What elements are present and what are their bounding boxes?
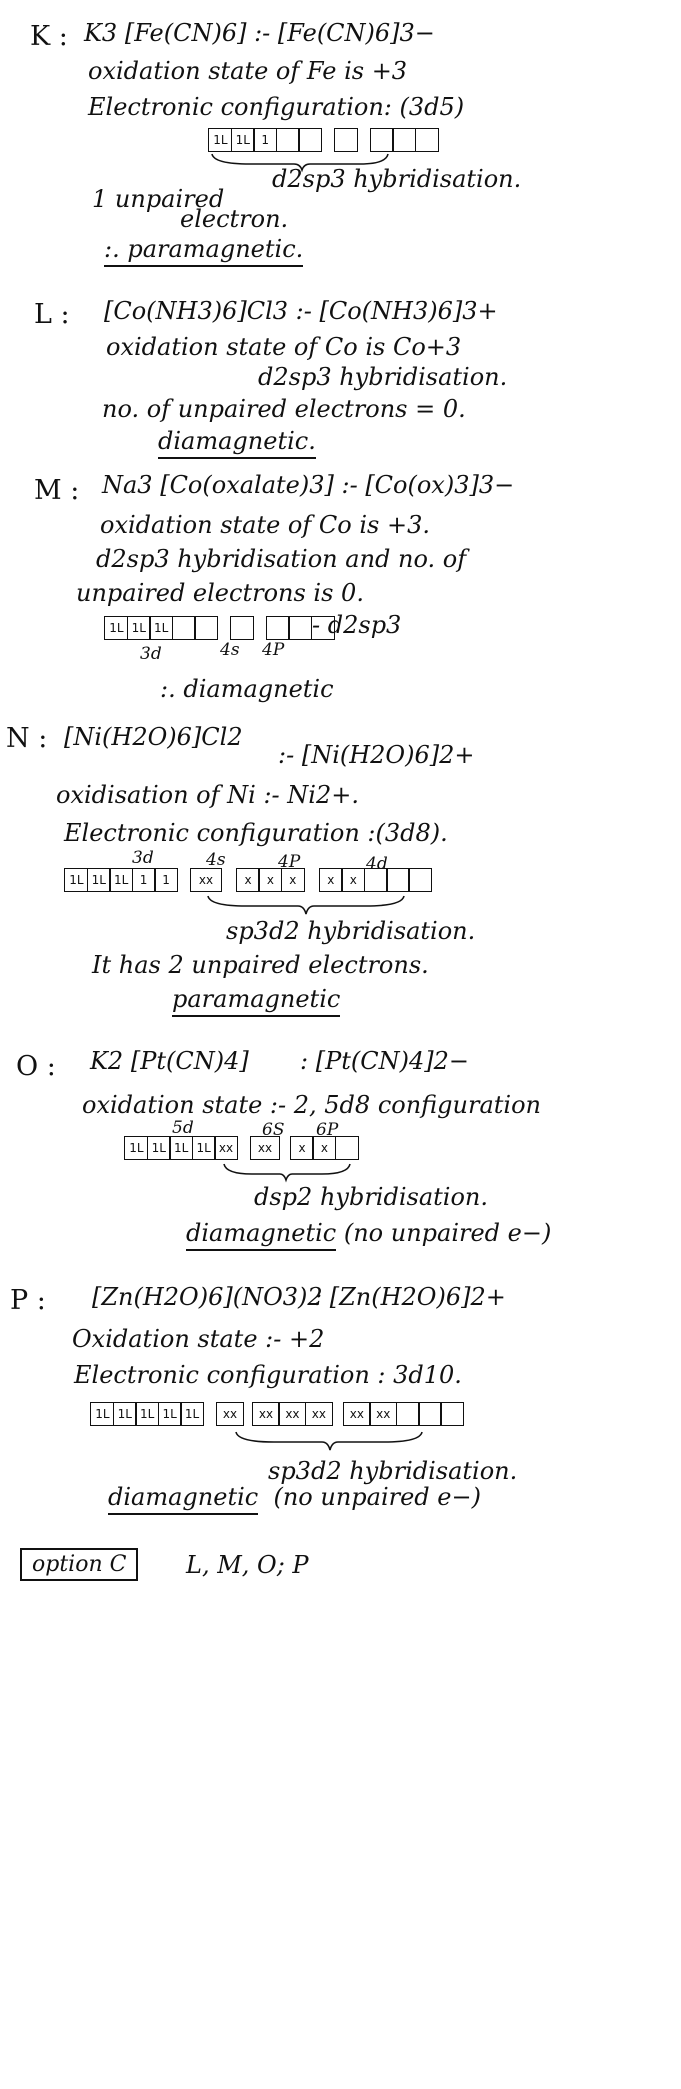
section-l-hybrid: d2sp3 hybridisation. (258, 363, 508, 391)
orbital-box (370, 128, 394, 152)
orbital-box (288, 616, 312, 640)
section-p-config: Electronic configuration : 3d10. (74, 1361, 462, 1389)
section-p-result-line (108, 1484, 481, 1510)
orbital-box (440, 1402, 464, 1426)
orbital-label-4p: 4P (278, 852, 301, 872)
section-k-label: K : (30, 21, 68, 52)
orbital-box: 1L (90, 1402, 114, 1426)
section-k-ox-state: oxidation state of Fe is +3 (88, 57, 408, 85)
orbital-box: 1 (154, 868, 178, 892)
orbital-box: 1L (208, 128, 232, 152)
orbital-box: x (341, 868, 365, 892)
orbital-box: 1 (253, 128, 277, 152)
answer-option-box (20, 1548, 138, 1581)
section-n-config: Electronic configuration :(3d8). (64, 819, 448, 847)
orbital-label-4s: 4s (206, 850, 226, 870)
orbital-box: 1L (127, 616, 151, 640)
orbital-label-3d: 3d (132, 848, 154, 868)
orbital-box (415, 128, 439, 152)
orbital-box (266, 616, 290, 640)
section-k-orbital-boxes (210, 128, 439, 152)
orbital-box: xx (214, 1136, 238, 1160)
section-k-hybrid: d2sp3 hybridisation. (272, 165, 522, 193)
section-o-result-note: (no unpaired e−) (343, 1219, 552, 1247)
orbital-label-3d: 3d (140, 644, 162, 664)
section-l-result: diamagnetic. (158, 428, 316, 454)
section-n-ox-state: oxidisation of Ni :- Ni2+. (56, 781, 359, 809)
orbital-label-4p: 4P (262, 640, 285, 660)
section-m-result: :. diamagnetic (160, 675, 334, 703)
section-n-unpaired: It has 2 unpaired electrons. (92, 951, 429, 979)
orbital-box: x (290, 1136, 314, 1160)
orbital-box: 1L (124, 1136, 148, 1160)
orbital-label-6p: 6P (316, 1120, 339, 1140)
orbital-box: x (258, 868, 282, 892)
orbital-box: 1L (192, 1136, 216, 1160)
section-n-orbital-boxes (66, 868, 432, 892)
section-p-label: P : (10, 1285, 46, 1316)
section-l-label: L : (34, 299, 70, 330)
orbital-box (396, 1402, 420, 1426)
section-k-unpaired: 1 unpaired (92, 185, 225, 213)
section-p-orbital-boxes (92, 1402, 464, 1426)
orbital-label-4d: 4d (366, 854, 388, 874)
orbital-box: 1L (169, 1136, 193, 1160)
orbital-box: xx (250, 1136, 280, 1160)
section-o-ox-state: oxidation state :- 2, 5d8 configuration (82, 1091, 541, 1119)
orbital-box: 1L (113, 1402, 137, 1426)
orbital-label-4s: 4s (220, 640, 240, 660)
answer-letters: L, M, O; P (186, 1551, 309, 1579)
orbital-box: 1L (147, 1136, 171, 1160)
orbital-box (392, 128, 416, 152)
orbital-box (172, 616, 196, 640)
section-l-formula: [Co(NH3)6]Cl3 :- [Co(NH3)6]3+ (104, 297, 498, 325)
orbital-box (276, 128, 300, 152)
orbital-box (230, 616, 254, 640)
orbital-box: x (312, 1136, 336, 1160)
orbital-label-5d: 5d (172, 1118, 194, 1138)
section-p-result: diamagnetic (108, 1483, 258, 1515)
section-n-label: N : (6, 723, 48, 754)
section-o-formula-left: K2 [Pt(CN)4] (90, 1047, 249, 1075)
orbital-box (334, 128, 358, 152)
answer-option: option C (32, 1552, 127, 1577)
orbital-box: 1 (132, 868, 156, 892)
section-p-result-note: (no unpaired e−) (273, 1483, 481, 1511)
section-n-formula-left: [Ni(H2O)6]Cl2 (64, 723, 243, 751)
section-o-hybrid: dsp2 hybridisation. (254, 1183, 488, 1211)
orbital-box: 1L (64, 868, 88, 892)
hybridisation-brace (206, 894, 406, 914)
orbital-box: x (319, 868, 343, 892)
orbital-box: 1L (158, 1402, 182, 1426)
orbital-box: xx (252, 1402, 280, 1426)
section-m-box-tail: - d2sp3 (312, 611, 402, 639)
section-k-config: Electronic configuration: (3d5) (88, 93, 465, 121)
orbital-box: xx (278, 1402, 306, 1426)
orbital-box (364, 868, 388, 892)
section-m-formula: Na3 [Co(oxalate)3] :- [Co(ox)3]3− (102, 471, 515, 499)
orbital-box (298, 128, 322, 152)
section-n-formula-right: :- [Ni(H2O)6]2+ (278, 741, 475, 769)
section-m-label: M : (34, 475, 80, 506)
section-p-formula-right: : [Zn(H2O)6]2+ (314, 1283, 506, 1311)
orbital-box: 1L (180, 1402, 204, 1426)
section-k-formula: K3 [Fe(CN)6] :- [Fe(CN)6]3− (84, 19, 435, 47)
orbital-box: 1L (135, 1402, 159, 1426)
orbital-box: xx (190, 868, 222, 892)
orbital-box: 1L (87, 868, 111, 892)
orbital-box: x (281, 868, 305, 892)
section-o-label: O : (16, 1051, 56, 1082)
section-p-hybrid: sp3d2 hybridisation. (268, 1457, 518, 1485)
orbital-box (335, 1136, 359, 1160)
orbital-box (194, 616, 218, 640)
section-o-formula-right: : [Pt(CN)4]2− (300, 1047, 469, 1075)
section-k-result: :. paramagnetic. (104, 236, 303, 262)
orbital-box: xx (305, 1402, 333, 1426)
orbital-box: 1L (109, 868, 133, 892)
section-n-hybrid: sp3d2 hybridisation. (226, 917, 476, 945)
section-k-unpaired-2: electron. (180, 205, 289, 233)
orbital-box (408, 868, 432, 892)
section-o-orbital-boxes (126, 1136, 359, 1160)
orbital-label-6s: 6S (262, 1120, 285, 1140)
orbital-box: 1L (231, 128, 255, 152)
orbital-box (418, 1402, 442, 1426)
hybridisation-brace (222, 1162, 352, 1180)
orbital-box: 1L (149, 616, 173, 640)
section-o-result: diamagnetic (186, 1219, 336, 1251)
section-m-orbital-boxes (106, 616, 335, 640)
section-m-hybrid-1: d2sp3 hybridisation and no. of (96, 545, 467, 573)
section-m-hybrid-2: unpaired electrons is 0. (76, 579, 364, 607)
section-p-ox-state: Oxidation state :- +2 (72, 1325, 325, 1353)
section-o-result-line (186, 1220, 551, 1246)
orbital-box: 1L (104, 616, 128, 640)
orbital-box (386, 868, 410, 892)
section-l-ox-state: oxidation state of Co is Co+3 (106, 333, 462, 361)
section-m-ox-state: oxidation state of Co is +3. (100, 511, 430, 539)
section-l-unpaired: no. of unpaired electrons = 0. (102, 395, 466, 423)
orbital-box: xx (216, 1402, 244, 1426)
orbital-box: xx (369, 1402, 397, 1426)
section-p-formula-left: [Zn(H2O)6](NO3)2 (92, 1283, 323, 1311)
orbital-box: xx (343, 1402, 371, 1426)
orbital-box: x (236, 868, 260, 892)
hybridisation-brace (234, 1430, 424, 1450)
section-n-result: paramagnetic (172, 986, 340, 1012)
